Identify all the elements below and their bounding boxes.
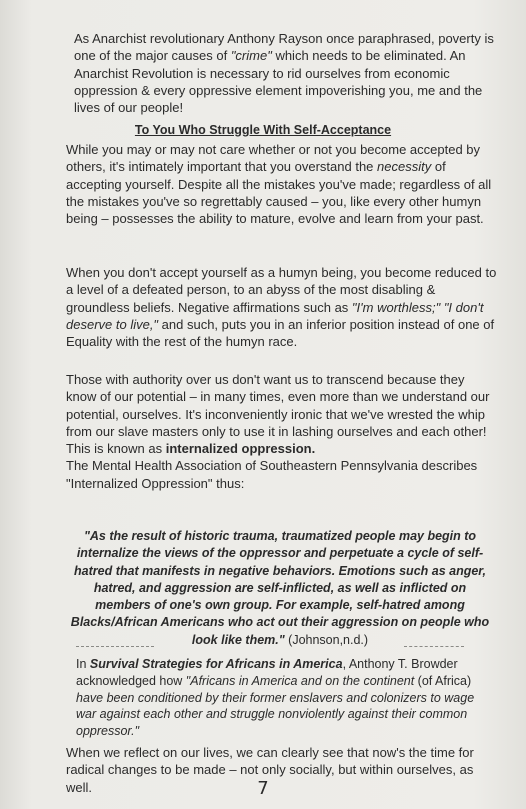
intro-text-1: As Anarchist revolutionary Anthony Rayson once paraphrased, poverty is one of the major causes of: [74, 31, 494, 64]
p3-text-3: The Mental Health Association of Southeastern Pennsylvania describes "Internalized Oppression" thus:: [66, 458, 478, 491]
p3-text-1: Those with authority over us don't want us to transcend because they know of our potential – in many times, even more than we understand our potential, ourselves. It's inconveniently ironic that we've wrested the whip from our slave masters only to use it in lashing ourselves and each other!: [66, 372, 490, 439]
self-acceptance-paragraph: [66, 141, 496, 227]
p3-text-2: This is known as: [66, 441, 166, 457]
p4-text-1: In: [76, 657, 90, 671]
p4-italic-2: have been conditioned by their former enslavers and colonizers to wage war against each other and struggle nonviolently against their common oppressor.": [76, 690, 475, 739]
internalized-oppression-paragraph: [66, 371, 496, 492]
closing-paragraph: When we reflect on our lives, we can clearly see that now's the time for radical changes to be made – not only socially, but within ourselves, as well.: [66, 745, 474, 795]
page-number: 7: [257, 778, 269, 799]
p1-text-1: While you may or may not care whether or not you become accepted by others, it's intimately important that you overstand the: [66, 142, 481, 175]
p1-text-2: of accepting yourself. Despite all the mistakes you've made; regardless of all the mistakes you've so regrettably caused – you, like every other humyn being – possesses the ability to mature, evolve and learn from your past.: [66, 159, 492, 227]
browder-paragraph: [76, 656, 494, 740]
section-heading: To You Who Struggle With Self-Acceptance: [134, 123, 392, 137]
p2-text-2: and such, puts you in an inferior position instead of one of Equality with the rest of the humyn race.: [66, 316, 495, 350]
divider-left: [76, 646, 154, 647]
p4-text-3: (of Africa): [414, 673, 472, 688]
intro-italic-crime: "crime": [230, 48, 272, 64]
p3-line-2: [66, 440, 496, 457]
negative-affirmations-paragraph: [66, 264, 498, 350]
quote-text: "As the result of historic trauma, traumatized people may begin to internalize the views of the oppressor and perpetuate a cycle of self-hatred that manifests in negative behaviors. Emotions such as anger, hatred, and aggression are self-inflicted, as well as inflicted on members of one's own group. For example, self-hatred among Blacks/African Americans who act out their aggression on people who look like them.": [70, 529, 490, 647]
block-quote: [68, 528, 492, 649]
p4-book-title: Survival Strategies for Africans in America: [89, 657, 343, 671]
intro-text-2: which needs to be eliminated. An Anarchist Revolution is necessary to rid ourselves from economic oppression & every oppressive element impoverishing you, me and the lives of our people!: [74, 48, 483, 116]
intro-paragraph: [74, 30, 494, 116]
quote-citation: (Johnson,n.d.): [284, 632, 369, 647]
p3-bold-term: internalized oppression.: [165, 441, 316, 457]
p4-text-2: , Anthony T. Browder acknowledged how: [76, 657, 458, 688]
divider-right: [404, 646, 464, 647]
p1-italic-necessity: necessity: [377, 159, 432, 175]
p2-text-1: When you don't accept yourself as a humyn being, you become reduced to a level of a defeated person, to an abyss of the most disabling & groundless beliefs. Negative affirmations such as: [66, 265, 497, 315]
p2-italic-affirmations: "I'm worthless;" "I don't deserve to live,": [66, 299, 484, 332]
p4-italic-1: "Africans in America and on the continent: [185, 673, 415, 688]
